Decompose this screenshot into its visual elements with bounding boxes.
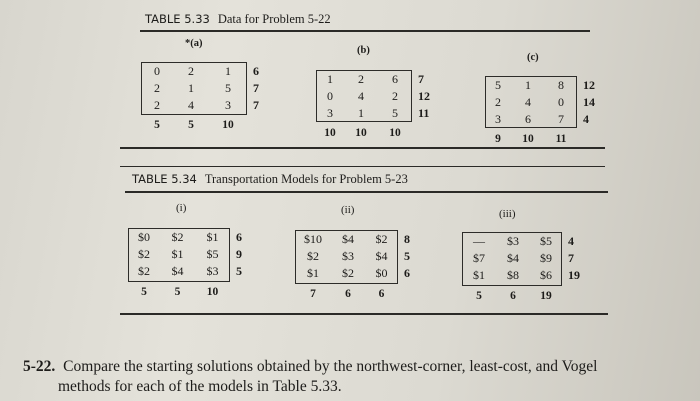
subtable-ii-label: (ii) <box>341 204 355 216</box>
problem-text-line-1: Compare the starting solutions obtained by the northwest-corner, least-cost, and Vogel <box>63 358 598 375</box>
table-row <box>295 265 422 282</box>
cost-cell: 3 <box>327 106 333 120</box>
problem-5-22 <box>23 357 683 397</box>
cost-cell: 3 <box>495 112 501 126</box>
table-row <box>485 111 605 128</box>
demand-value: 10 <box>222 119 234 131</box>
table-row <box>128 229 254 246</box>
cost-cell: $0 <box>375 266 388 280</box>
cost-cell: $8 <box>507 268 519 282</box>
supply-value: 4 <box>568 234 574 248</box>
table-row <box>462 233 590 250</box>
supply-value: 7 <box>418 72 424 86</box>
table-5-33-caption <box>145 12 331 27</box>
cost-cell: $4 <box>507 251 519 265</box>
demand-value: 5 <box>141 286 147 298</box>
demand-value: 7 <box>310 288 316 300</box>
supply-value: 4 <box>583 112 589 126</box>
table-row <box>141 97 269 114</box>
table-row <box>485 77 605 94</box>
cost-cell: $1 <box>473 268 485 282</box>
cost-cell: $3 <box>206 264 219 278</box>
demand-row <box>462 284 590 308</box>
cost-cell: $2 <box>342 266 354 280</box>
supply-value: 5 <box>236 264 242 278</box>
table-row <box>128 246 254 263</box>
supply-value: 12 <box>583 78 595 92</box>
demand-row <box>316 122 440 144</box>
table-5-33-top-rule <box>140 30 590 32</box>
cost-cell: $1 <box>307 266 319 280</box>
demand-value: 5 <box>154 119 160 131</box>
cost-cell: 2 <box>188 64 194 78</box>
cost-cell: 3 <box>225 98 231 112</box>
demand-value: 10 <box>324 127 336 139</box>
cost-cell: 2 <box>495 95 501 109</box>
cost-cell: $4 <box>171 264 184 278</box>
supply-value: 8 <box>404 232 410 246</box>
supply-value: 7 <box>253 98 259 112</box>
subtable-i <box>128 229 254 304</box>
cost-cell: 1 <box>327 72 333 86</box>
table-row <box>141 63 269 80</box>
demand-value: 9 <box>495 133 501 145</box>
table-5-33-title: Data for Problem 5-22 <box>217 12 331 26</box>
table-5-33-label: TABLE 5.33 <box>145 12 210 26</box>
demand-value: 6 <box>378 288 385 300</box>
subtable-b <box>316 71 440 144</box>
supply-value: 5 <box>404 249 410 263</box>
table-row <box>462 250 590 267</box>
table-row <box>316 105 440 122</box>
table-row <box>141 80 269 97</box>
demand-value: 5 <box>188 119 194 131</box>
table-5-34-label: TABLE 5.34 <box>132 172 197 186</box>
subtable-iii <box>462 233 590 308</box>
table-row <box>462 267 590 284</box>
demand-value: 5 <box>476 290 482 302</box>
table-5-34-bottom-rule <box>120 313 608 315</box>
table-row <box>295 248 422 265</box>
cost-cell: — <box>473 234 485 248</box>
cost-cell: $2 <box>138 264 150 278</box>
table-5-34-top-rule <box>120 166 605 167</box>
problem-text-line-2: methods for each of the models in Table 5.33. <box>58 378 342 395</box>
table-row <box>485 94 605 111</box>
cost-cell: $5 <box>206 247 219 261</box>
cost-cell: $0 <box>138 230 150 244</box>
subtable-c-label: (c) <box>527 52 539 63</box>
cost-cell: 1 <box>525 78 531 92</box>
cost-cell: $2 <box>138 247 150 261</box>
cost-cell: $2 <box>307 249 319 263</box>
demand-row <box>128 280 254 304</box>
subtable-c <box>485 77 605 150</box>
cost-cell: 2 <box>392 89 398 103</box>
cost-cell: 2 <box>154 98 160 112</box>
supply-value: 11 <box>418 106 430 120</box>
subtable-i-label: (i) <box>176 202 187 214</box>
cost-cell: $4 <box>342 232 354 246</box>
demand-value: 10 <box>355 127 367 139</box>
supply-value: 12 <box>418 89 430 103</box>
supply-value: 19 <box>568 268 580 282</box>
cost-cell: 4 <box>358 89 364 103</box>
table-row <box>316 71 440 88</box>
demand-value: 10 <box>389 127 401 139</box>
supply-value: 6 <box>404 266 410 280</box>
cost-cell: $1 <box>171 247 184 261</box>
table-5-33-bottom-rule <box>120 147 605 149</box>
demand-value: 5 <box>174 286 181 298</box>
demand-value: 11 <box>555 133 567 145</box>
demand-value: 10 <box>522 133 534 145</box>
subtable-a-label: *(a) <box>185 38 203 49</box>
cost-cell: $5 <box>540 234 552 248</box>
cost-cell: 6 <box>525 112 531 126</box>
demand-row <box>295 282 422 306</box>
subtable-a <box>141 63 269 136</box>
demand-value: 6 <box>345 288 351 300</box>
cost-cell: 1 <box>225 64 231 78</box>
cost-cell: $10 <box>304 232 322 246</box>
cost-cell: 0 <box>327 89 333 103</box>
subtable-b-label: (b) <box>357 45 370 56</box>
supply-value: 14 <box>583 95 595 109</box>
cost-cell: 5 <box>495 78 501 92</box>
supply-value: 7 <box>253 81 259 95</box>
cost-cell: 2 <box>154 81 160 95</box>
cost-cell: $4 <box>375 249 388 263</box>
cost-cell: 2 <box>358 72 364 86</box>
subtable-iii-label: (iii) <box>499 208 516 220</box>
demand-value: 19 <box>540 290 552 302</box>
cost-cell: 7 <box>558 112 564 126</box>
cost-cell: 1 <box>358 106 364 120</box>
table-5-34-title: Transportation Models for Problem 5-23 <box>204 172 408 186</box>
cost-cell: $2 <box>171 230 184 244</box>
cost-cell: $6 <box>540 268 552 282</box>
table-row <box>128 263 254 280</box>
cost-cell: 0 <box>154 64 160 78</box>
cost-cell: 5 <box>225 81 231 95</box>
cost-cell: 6 <box>392 72 398 86</box>
table-5-34-caption-rule <box>125 191 608 193</box>
supply-value: 6 <box>253 64 259 78</box>
cost-cell: 1 <box>188 81 194 95</box>
problem-number: 5-22. <box>23 358 56 375</box>
cost-cell: $3 <box>507 234 519 248</box>
cost-cell: $7 <box>473 251 485 265</box>
demand-value: 6 <box>510 290 516 302</box>
cost-cell: $2 <box>375 232 388 246</box>
cost-cell: 8 <box>558 78 564 92</box>
supply-value: 9 <box>236 247 242 261</box>
cost-cell: 4 <box>525 95 531 109</box>
cost-cell: 4 <box>188 98 194 112</box>
cost-cell: 0 <box>558 95 564 109</box>
cost-cell: $3 <box>342 249 354 263</box>
table-5-34-caption <box>132 172 408 187</box>
cost-cell: $9 <box>540 251 552 265</box>
table-row <box>295 231 422 248</box>
supply-value: 6 <box>236 230 242 244</box>
demand-value: 10 <box>206 286 219 298</box>
demand-row <box>141 114 269 136</box>
cost-cell: 5 <box>392 106 398 120</box>
supply-value: 7 <box>568 251 574 265</box>
table-row <box>316 88 440 105</box>
subtable-ii <box>295 231 422 306</box>
cost-cell: $1 <box>206 230 219 244</box>
